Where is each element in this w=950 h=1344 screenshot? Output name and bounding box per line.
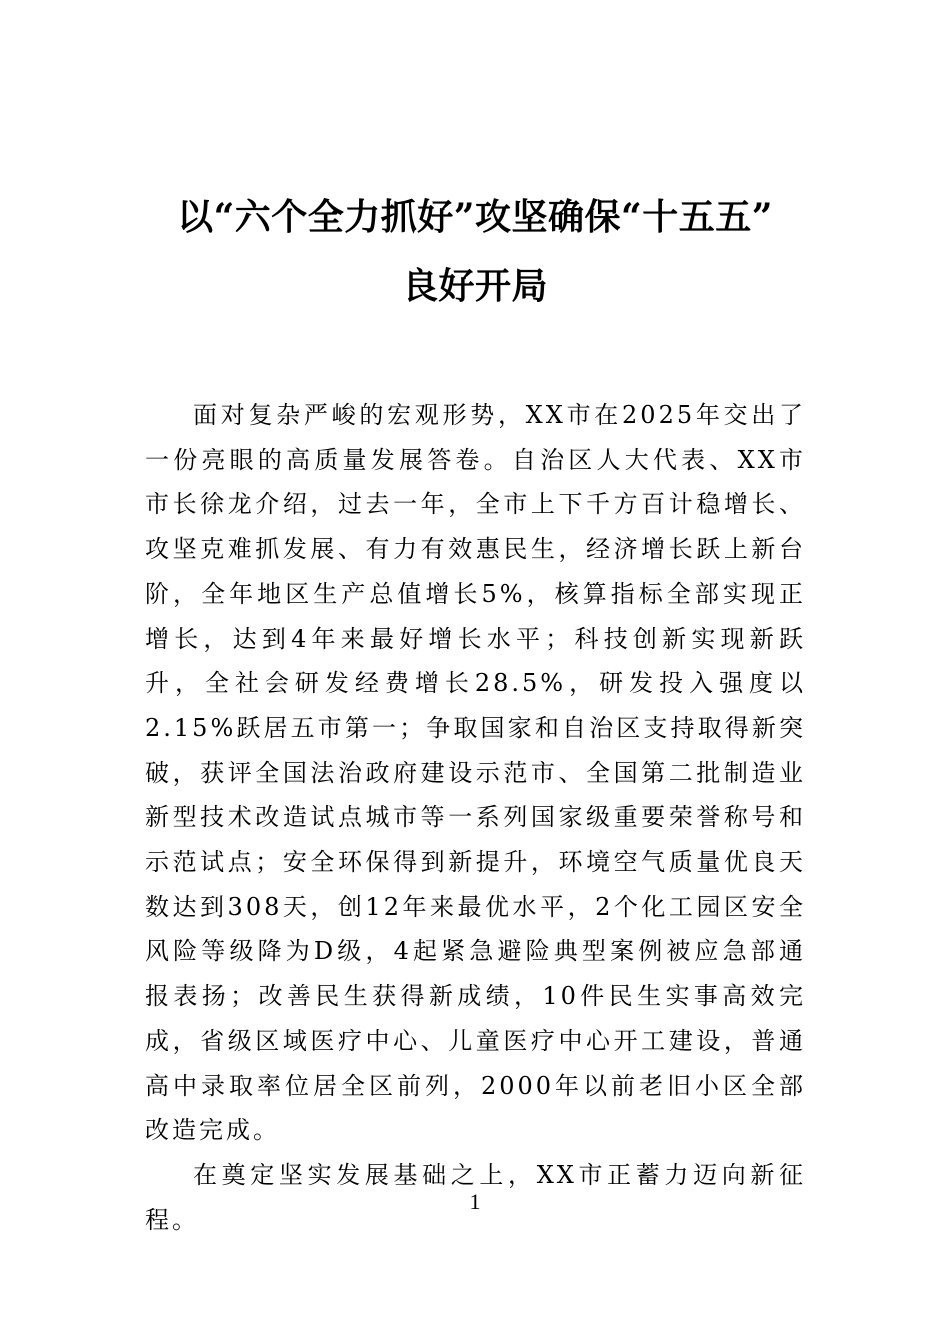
body-paragraph-1: 面对复杂严峻的宏观形势，XX市在2025年交出了一份亮眼的高质量发展答卷。自治区人大代表、XX市市长徐龙介绍，过去一年，全市上下千方百计稳增长、攻坚克难抓发展、有力有效惠民生，经济增长跃上新台阶，全年地区生产总值增长5%，核算指标全部实现正增长，达到4年来最好增长水平；科技创新实现新跃升，全社会研发经费增长28.5%，研发投入强度以2.15%跃居五市第一；争取国家和自治区支持取得新突破，获评全国法治政府建设示范市、全国第二批制造业新型技术改造试点城市等一系列国家级重要荣誉称号和示范试点；安全环保得到新提升，环境空气质量优良天数达到308天，创12年来最优水平，2个化工园区安全风险等级降为D级，4起紧急避险典型案例被应急部通报表扬；改善民生获得新成绩，10件民生实事高效完成，省级区域医疗中心、儿童医疗中心开工建设，普通高中录取率位居全区前列，2000年以前老旧小区全部改造完成。 bbox=[145, 401, 806, 1145]
document-title-line-1: 以“六个全力抓好”攻坚确保“十五五” bbox=[177, 196, 773, 238]
page-number: 1 bbox=[469, 1189, 481, 1214]
document-title-line-2: 良好开局 bbox=[401, 265, 548, 307]
document-body bbox=[145, 393, 806, 1242]
body-paragraph-2: 在奠定坚实发展基础之上，XX市正蓄力迈向新征程。 bbox=[145, 1160, 806, 1234]
